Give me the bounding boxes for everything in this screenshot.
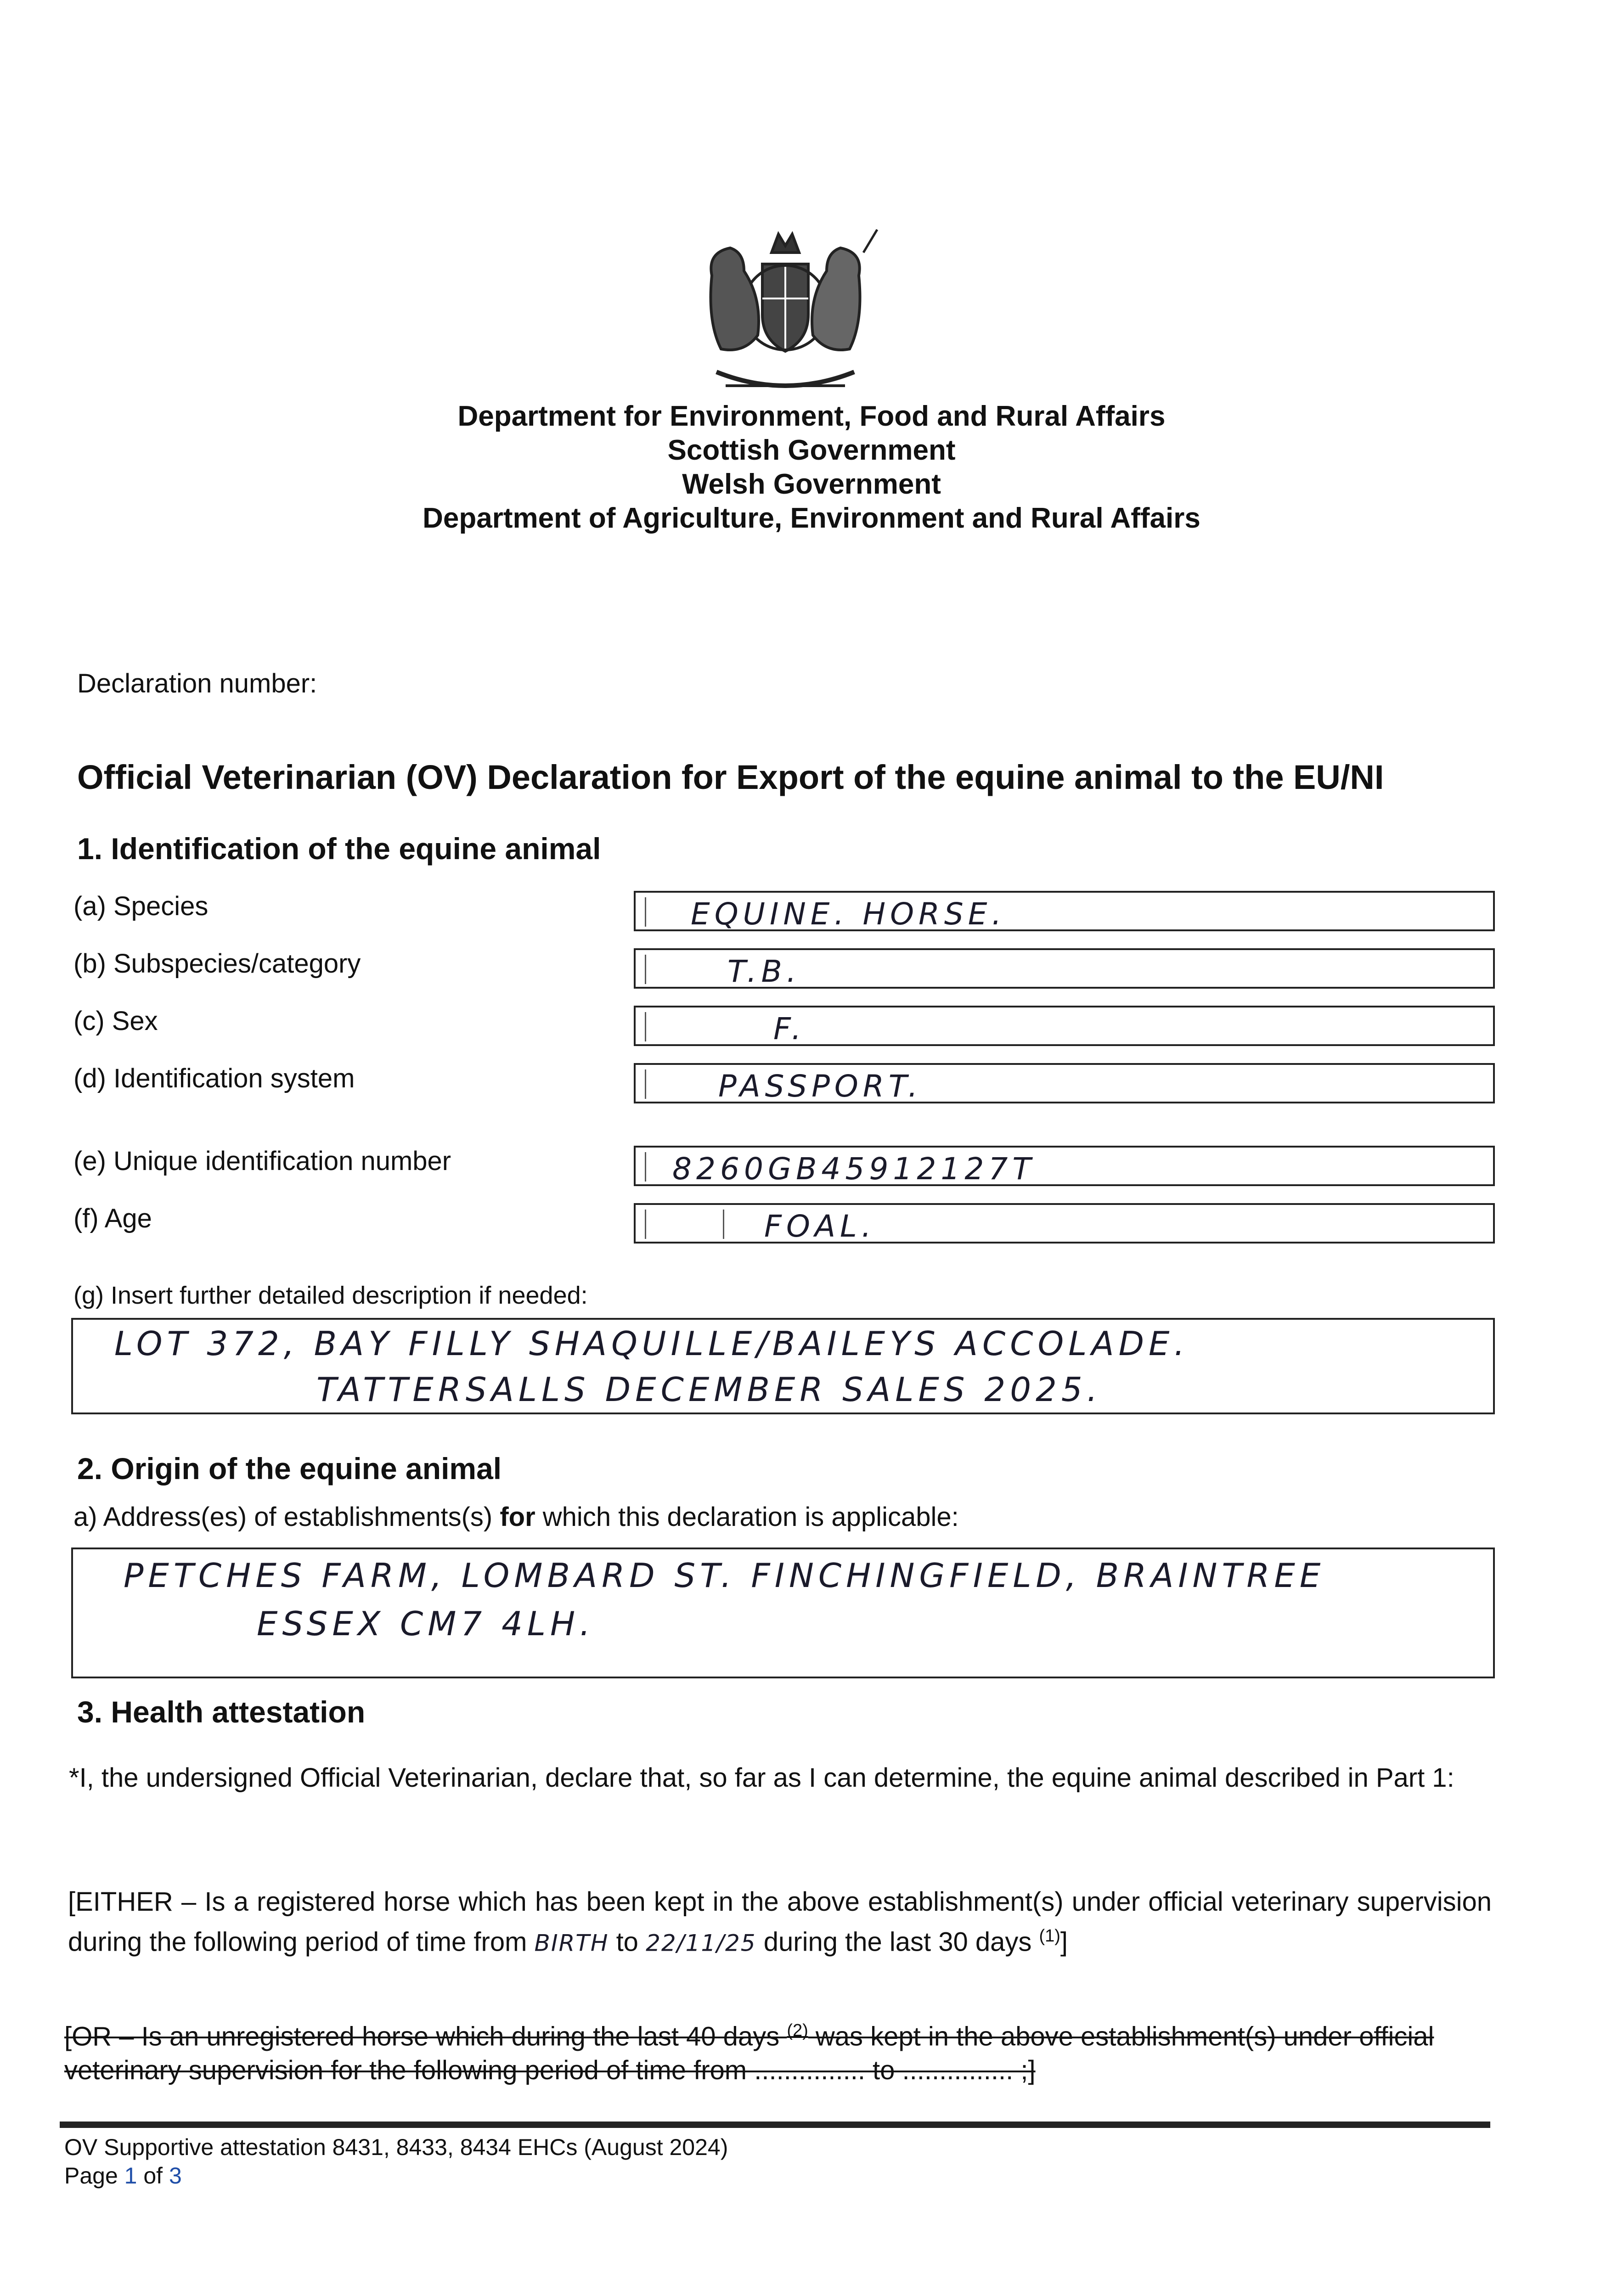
either-to-date: 22/11/25 — [646, 1930, 756, 1957]
identification-system-field[interactable] — [634, 1063, 1495, 1103]
subspecies-label: (b) Subspecies/category — [73, 949, 361, 979]
either-from-date: BIRTH — [534, 1930, 609, 1957]
address-line-2: ESSEX CM7 4LH. — [257, 1604, 595, 1643]
address-field[interactable] — [71, 1548, 1495, 1678]
department-line: Department of Agriculture, Environment and Rural Affairs — [423, 502, 1200, 534]
department-line: Welsh Government — [682, 468, 941, 500]
further-description-field[interactable] — [71, 1318, 1495, 1414]
sex-field[interactable] — [634, 1006, 1495, 1046]
page-number: Page 1 of 3 — [64, 2163, 182, 2189]
subspecies-value: T.B. — [727, 954, 801, 989]
further-description-line-1: LOT 372, BAY FILLY SHAQUILLE/BAILEYS ACCOLADE. — [114, 1324, 1189, 1363]
department-line: Department for Environment, Food and Rural Affairs — [457, 400, 1166, 432]
royal-coat-of-arms-icon — [684, 220, 886, 404]
address-line-1: PETCHES FARM, LOMBARD ST. FINCHINGFIELD, BRAINTREE — [124, 1556, 1325, 1595]
unique-id-value: 8260GB45912127T — [672, 1151, 1036, 1187]
document-title: Official Veterinarian (OV) Declaration for Export of the equine animal to the EU/NI — [77, 758, 1384, 796]
section-2-heading: 2. Origin of the equine animal — [77, 1452, 502, 1486]
identification-system-label: (d) Identification system — [73, 1064, 355, 1093]
or-clause-struck: [OR – Is an unregistered horse which during the last 40 days $^{(2)}$ was kept in the above establishment(s) under official veterinary supervision for the following period of time from ............... to ............... ;] — [64, 2021, 1434, 2086]
department-header — [0, 400, 1623, 535]
footer-divider — [60, 2122, 1490, 2128]
subspecies-field[interactable] — [634, 948, 1495, 989]
age-label: (f) Age — [73, 1204, 152, 1233]
age-value: FOAL. — [764, 1209, 876, 1244]
department-line: Scottish Government — [667, 434, 956, 466]
species-value: EQUINE. HORSE. — [691, 896, 1006, 932]
further-description-line-2: TATTERSALLS DECEMBER SALES 2025. — [316, 1370, 1102, 1409]
unique-id-field[interactable] — [634, 1146, 1495, 1186]
further-description-label: (g) Insert further detailed description if needed: — [73, 1282, 588, 1309]
age-field[interactable] — [634, 1203, 1495, 1244]
section-1-heading: 1. Identification of the equine animal — [77, 832, 601, 866]
footer-reference: OV Supportive attestation 8431, 8433, 8434 EHCs (August 2024) — [64, 2134, 728, 2160]
page-footer — [64, 2133, 728, 2190]
species-field[interactable] — [634, 891, 1495, 931]
sex-label: (c) Sex — [73, 1006, 158, 1036]
address-label: a) Address(es) of establishments(s) for which this declaration is applicable: — [73, 1502, 959, 1532]
declaration-number-label: Declaration number: — [77, 669, 317, 698]
either-clause: [EITHER – Is a registered horse which has been kept in the above establishment(s) under official veterinary supervision during the following period of time from BIRTH to 22/11/25 during the last 30 days $^{(1)}$] — [68, 1887, 1492, 1957]
species-label: (a) Species — [73, 891, 209, 921]
health-attestation-intro: *I, the undersigned Official Veterinarian, declare that, so far as I can determine, the equine animal described in Part 1: — [69, 1763, 1454, 1793]
identification-system-value: PASSPORT. — [718, 1069, 923, 1104]
unique-id-label: (e) Unique identification number — [73, 1146, 451, 1176]
sex-value: F. — [773, 1011, 806, 1047]
section-3-heading: 3. Health attestation — [77, 1695, 366, 1729]
